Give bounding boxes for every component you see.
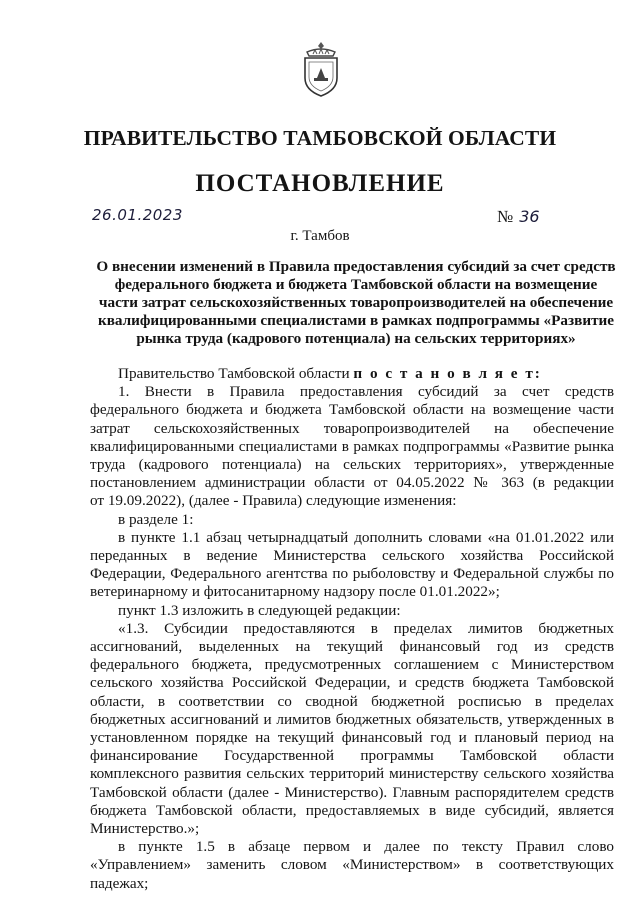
subject-line: части затрат сельскохозяйственных товаропроизводителей на обеспечение	[98, 294, 614, 311]
subject-line: рынка труда (кадрового потенциала) на сельских территориях»	[136, 330, 576, 347]
document-type-heading: ПОСТАНОВЛЕНИЕ	[195, 170, 445, 197]
document-subject	[88, 258, 624, 348]
preamble-decision: п о с т а н о в л я е т:	[353, 365, 542, 382]
body-line: падежах;	[90, 874, 149, 892]
preamble	[90, 365, 614, 383]
body-line: пункт 1.3 изложить в следующей редакции:	[118, 601, 401, 619]
body-line: комплексного развития сельских территорий министерству сельского хозяйства	[90, 765, 614, 783]
body-line: ассигнований, выделенных на текущий финансовый год из средств	[90, 638, 614, 656]
body-line: финансирование Государственной программы Тамбовской области	[90, 747, 614, 765]
body-line: сельского хозяйства Российской Федерации, и средств бюджета Тамбовской	[90, 674, 614, 692]
subject-line: федерального бюджета и бюджета Тамбовской области на возмещение	[114, 276, 598, 293]
body-line: бюджетных ассигнований и лимитов бюджетных обязательств, утвержденных в	[90, 710, 614, 728]
body-line: в пункте 1.1 абзац четырнадцатый дополнить словами «на 01.01.2022 или	[118, 528, 614, 546]
body-line: «Управлением» заменить словом «Министерством» в соответствующих	[90, 856, 614, 874]
number-label: №	[497, 207, 514, 226]
subject-line: О внесении изменений в Правила предоставления субсидий за счет средств	[96, 258, 616, 275]
body-line: ветеринарному и фитосанитарному надзору после 01.01.2022»;	[90, 583, 500, 601]
city-label: г. Тамбов	[290, 228, 350, 244]
coat-of-arms-icon	[297, 40, 345, 98]
number-value: 36	[519, 207, 540, 226]
body-line: федерального бюджета и бюджета Тамбовской области на возмещение части	[90, 401, 614, 419]
body-line: постановлением администрации области от 04.05.2022 № 363 (в редакции	[90, 474, 614, 492]
body-line: от 19.09.2022), (далее - Правила) следующие изменения:	[90, 492, 457, 510]
body-line: труда (кадрового потенциала) на сельских территориях», утвержденные	[90, 456, 614, 474]
body-line: Федерации, Федерального агентства по рыболовству и Федеральной службы по	[90, 565, 614, 583]
body-line: переданных в ведение Министерства сельского хозяйства Российской	[90, 547, 614, 565]
body-line: «1.3. Субсидии предоставляются в пределах лимитов бюджетных	[118, 619, 614, 637]
body-line: затрат сельскохозяйственных товаропроизводителей на обеспечение	[90, 419, 614, 437]
body-line: квалифицированными специалистами в рамках подпрограммы «Развитие рынка	[90, 437, 614, 455]
body-line: в разделе 1:	[118, 510, 194, 528]
body-line: Министерство.»;	[90, 820, 200, 838]
body-line: в пункте 1.5 в абзаце первом и далее по тексту Правил слово	[118, 838, 614, 856]
document-body	[90, 365, 614, 893]
body-line: 1. Внести в Правила предоставления субсидий за счет средств	[118, 383, 614, 401]
document-number	[497, 207, 540, 227]
body-line: области, в соответствии со сводной бюджетной росписью в пределах	[90, 692, 614, 710]
body-line: федерального бюджета, предусмотренных соглашением с Министерством	[90, 656, 614, 674]
subject-line: квалифицированными специалистами в рамках подпрограммы «Развитие	[97, 312, 615, 329]
body-line: бюджета Тамбовской области, предоставляемых в виде субсидий, является	[90, 801, 614, 819]
organization-title: ПРАВИТЕЛЬСТВО ТАМБОВСКОЙ ОБЛАСТИ	[83, 126, 557, 150]
preamble-text: Правительство Тамбовской области	[118, 365, 350, 382]
body-line: Тамбовской области (далее - Министерство). Главным распорядителем средств	[90, 783, 614, 801]
document-date: 26.01.2023	[92, 206, 183, 224]
body-line: установленном порядке на текущий финансовый год и плановый период на	[90, 729, 614, 747]
